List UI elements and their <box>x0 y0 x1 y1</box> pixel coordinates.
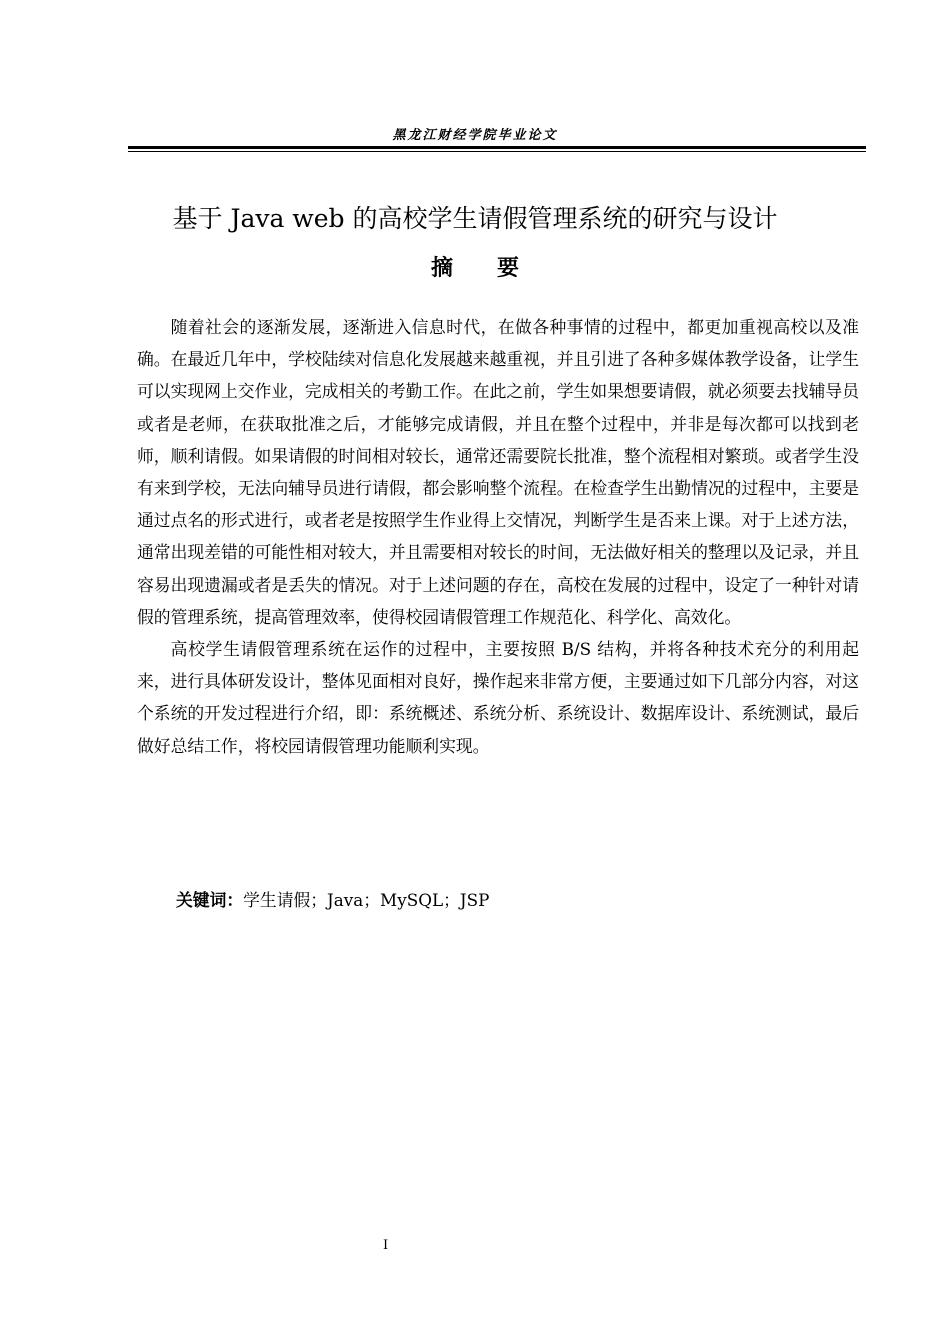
running-title: 黑龙江财经学院毕业论文 <box>392 128 558 143</box>
abstract-heading: 摘要 <box>430 256 563 281</box>
abstract-body <box>137 311 859 762</box>
abstract-paragraph: 高校学生请假管理系统在运作的过程中，主要按照 B/S 结构，并将各种技术充分的利用起来，进行具体研发设计，整体见面相对良好，操作起来非常方便，主要通过如下几部分内容，对这个系统的开发过程进行介绍，即：系统概述、系统分析、系统设计、数据库设计、系统测试，最后做好总结工作，将校园请假管理功能顺利实现。 <box>137 639 859 756</box>
keywords-label: 关键词： <box>176 890 244 910</box>
keywords-line <box>176 886 489 914</box>
header-rule-thick <box>128 146 866 149</box>
abstract-paragraph: 随着社会的逐渐发展，逐渐进入信息时代，在做各种事情的过程中，都更加重视高校以及准确。在最近几年中，学校陆续对信息化发展越来越重视，并且引进了各种多媒体教学设备，让学生可以实现网上交作业，完成相关的考勤工作。在此之前，学生如果想要请假，就必须要去找辅导员或者是老师，在获取批准之后，才能够完成请假，并且在整个过程中，并非是每次都可以找到老师，顺利请假。如果请假的时间相对较长，通常还需要院长批准，整个流程相对繁琐。或者学生没有来到学校，无法向辅导员进行请假，都会影响整个流程。在检查学生出勤情况的过程中，主要是通过点名的形式进行，或者老是按照学生作业得上交情况，判断学生是否来上课。对于上述方法，通常出现差错的可能性相对较大，并且需要相对较长的时间，无法做好相关的整理以及记录，并且容易出现遗漏或者是丢失的情况。对于上述问题的存在，高校在发展的过程中，设定了一种针对请假的管理系统，提高管理效率，使得校园请假管理工作规范化、科学化、高效化。 <box>137 317 859 627</box>
header-rule-thin <box>128 151 866 152</box>
paper-title: 基于 Java web 的高校学生请假管理系统的研究与设计 <box>172 203 778 233</box>
page-number: I <box>383 1238 389 1253</box>
keywords-value: 学生请假；Java；MySQL；JSP <box>243 890 490 910</box>
